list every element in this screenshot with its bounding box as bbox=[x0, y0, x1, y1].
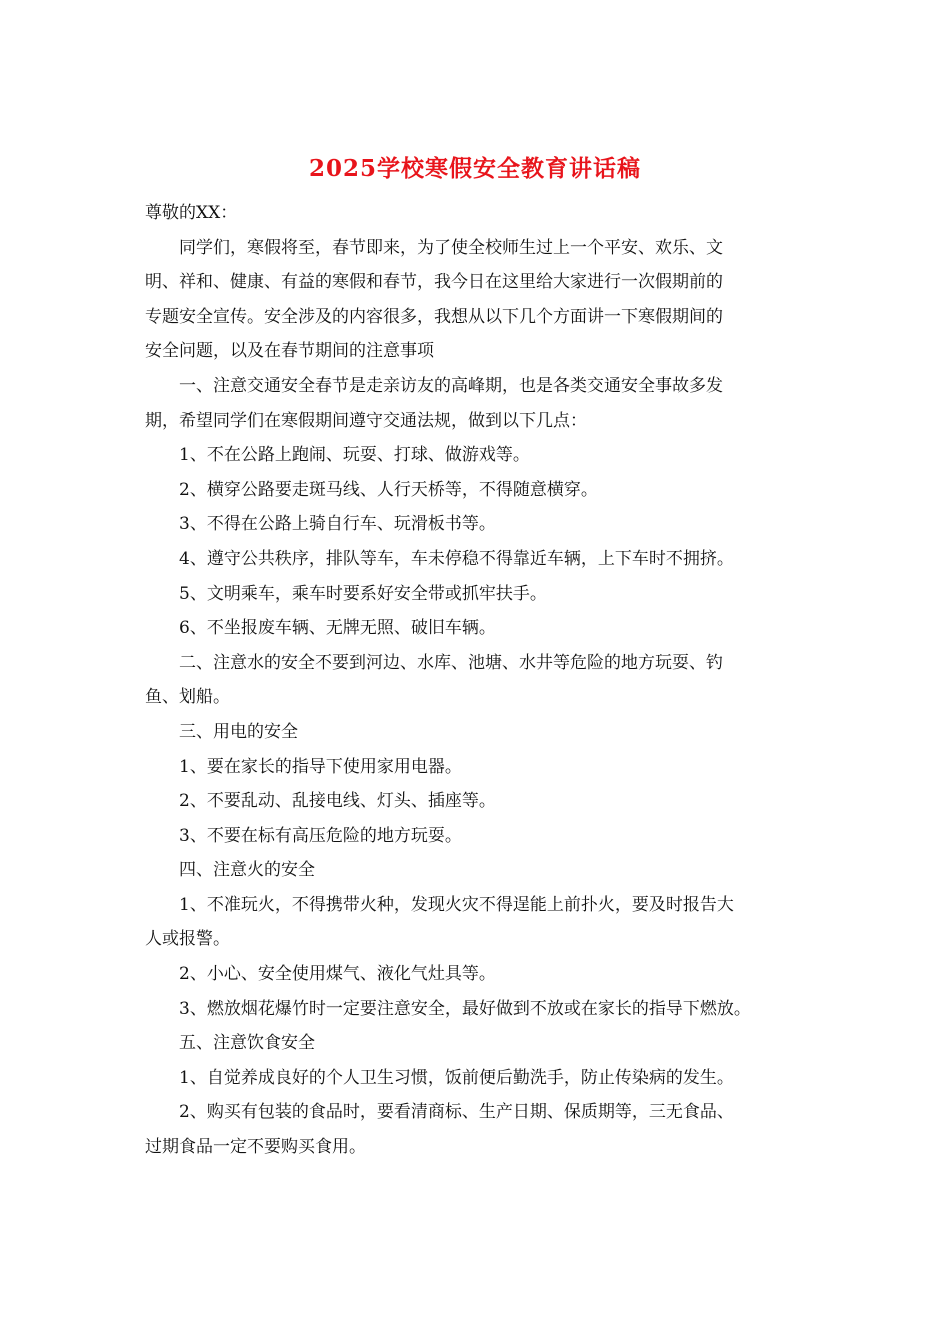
text-line: 2、购买有包装的食品时，要看清商标、生产日期、保质期等，三无食品、 bbox=[179, 1102, 734, 1123]
text-line: 过期食品一定不要购买食用。 bbox=[145, 1137, 366, 1158]
text-line: 3、不得在公路上骑自行车、玩滑板书等。 bbox=[179, 514, 496, 535]
text-line: 四、注意火的安全 bbox=[179, 860, 315, 881]
text-line: 2、小心、安全使用煤气、液化气灶具等。 bbox=[179, 964, 496, 985]
text-line: 2、横穿公路要走斑马线、人行天桥等，不得随意横穿。 bbox=[179, 479, 598, 500]
text-line: 鱼、划船。 bbox=[145, 687, 230, 708]
text-line: 2、不要乱动、乱接电线、灯头、插座等。 bbox=[179, 791, 496, 812]
text-line: 安全问题，以及在春节期间的注意事项 bbox=[145, 341, 434, 362]
text-line: 专题安全宣传。安全涉及的内容很多，我想从以下几个方面讲一下寒假期间的 bbox=[145, 306, 723, 327]
text-line: 6、不坐报废车辆、无牌无照、破旧车辆。 bbox=[179, 618, 496, 639]
document-body bbox=[145, 196, 805, 1165]
text-line: 人或报警。 bbox=[145, 929, 230, 950]
text-line: 一、注意交通安全春节是走亲访友的高峰期，也是各类交通安全事故多发 bbox=[179, 375, 723, 396]
text-line: 1、不在公路上跑闹、玩耍、打球、做游戏等。 bbox=[179, 445, 530, 466]
text-line: 期，希望同学们在寒假期间遵守交通法规，做到以下几点： bbox=[145, 410, 587, 431]
text-line: 1、不准玩火，不得携带火种，发现火灾不得逞能上前扑火，要及时报告大 bbox=[179, 894, 734, 915]
text-line: 三、用电的安全 bbox=[179, 721, 298, 742]
text-line: 3、燃放烟花爆竹时一定要注意安全，最好做到不放或在家长的指导下燃放。 bbox=[179, 998, 751, 1019]
text-line: 明、祥和、健康、有益的寒假和春节，我今日在这里给大家进行一次假期前的 bbox=[145, 272, 723, 293]
text-line: 5、文明乘车，乘车时要系好安全带或抓牢扶手。 bbox=[179, 583, 547, 604]
text-line: 3、不要在标有高压危险的地方玩耍。 bbox=[179, 825, 462, 846]
document-title: 2025学校寒假安全教育讲话稿 bbox=[308, 155, 641, 182]
text-line: 二、注意水的安全不要到河边、水库、池塘、水井等危险的地方玩耍、钓 bbox=[179, 652, 723, 673]
text-line: 尊敬的XX： bbox=[145, 203, 238, 223]
text-line: 1、自觉养成良好的个人卫生习惯，饭前便后勤洗手，防止传染病的发生。 bbox=[179, 1067, 734, 1088]
text-line: 4、遵守公共秩序，排队等车，车未停稳不得靠近车辆，上下车时不拥挤。 bbox=[179, 548, 734, 569]
text-line: 同学们，寒假将至，春节即来，为了使全校师生过上一个平安、欢乐、文 bbox=[179, 237, 723, 258]
text-line: 1、要在家长的指导下使用家用电器。 bbox=[179, 756, 462, 777]
text-line: 五、注意饮食安全 bbox=[179, 1033, 315, 1054]
